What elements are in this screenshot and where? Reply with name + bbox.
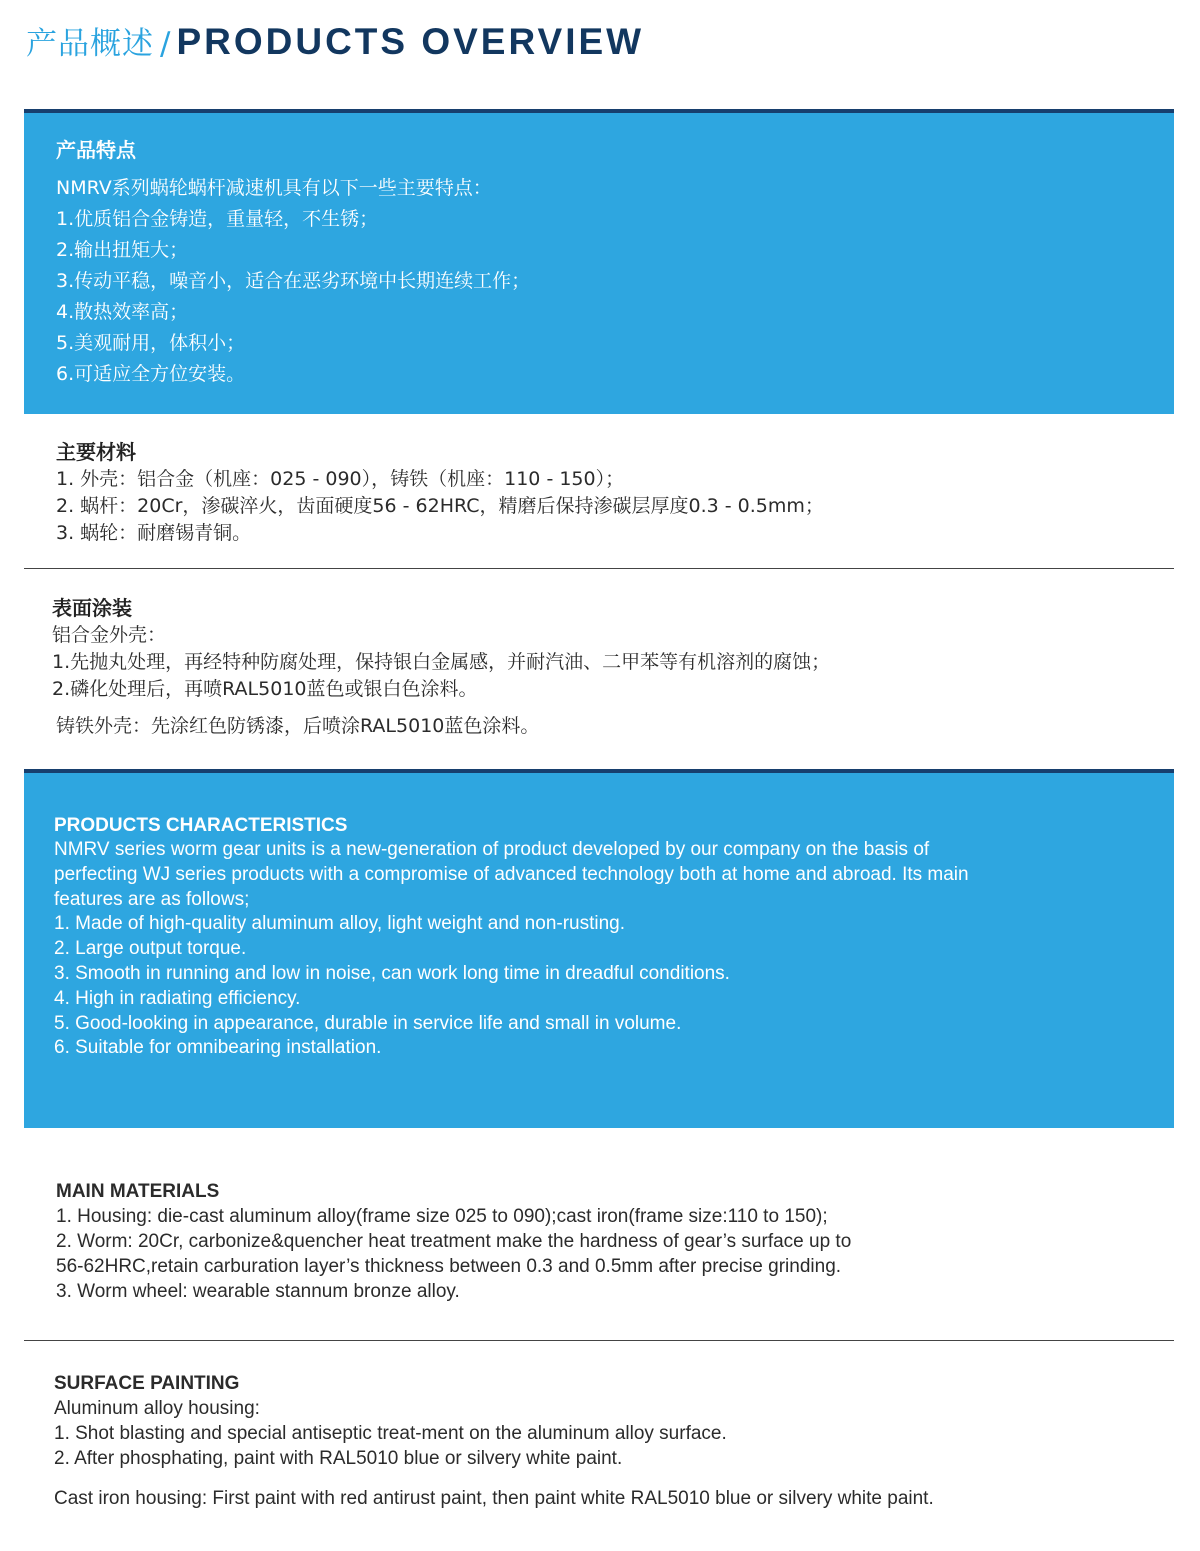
en-painting-line: 1. Shot blasting and special antiseptic treat-ment on the aluminum alloy surface. bbox=[54, 1423, 727, 1444]
cn-painting-heading: 表面涂装 bbox=[52, 596, 132, 620]
title-cn: 产品概述 bbox=[26, 26, 154, 62]
en-materials-section bbox=[56, 1180, 851, 1304]
en-painting-line: 2. After phosphating, paint with RAL5010 blue or silvery white paint. bbox=[54, 1448, 623, 1469]
divider bbox=[24, 568, 1174, 569]
en-characteristics-line: 1. Made of high-quality aluminum alloy, light weight and non-rusting. bbox=[54, 913, 626, 935]
cn-materials-line: 2. 蜗杆：20Cr，渗碳淬火，齿面硬度56 - 62HRC，精磨后保持渗碳层厚度0.3 - 0.5mm； bbox=[56, 495, 824, 517]
en-painting-section bbox=[54, 1372, 934, 1511]
en-materials-heading: MAIN MATERIALS bbox=[56, 1181, 220, 1202]
cn-features-line: 6.可适应全方位安装。 bbox=[56, 363, 246, 385]
cn-materials-line: 3. 蜗轮：耐磨锡青铜。 bbox=[56, 522, 252, 544]
en-materials-line: 56-62HRC,retain carburation layer’s thickness between 0.3 and 0.5mm after precise grinding. bbox=[56, 1256, 842, 1277]
en-characteristics-line: 5. Good-looking in appearance, durable in service life and small in volume. bbox=[54, 1012, 682, 1034]
cn-features-line: NMRV系列蜗轮蜗杆减速机具有以下一些主要特点： bbox=[56, 177, 492, 199]
cn-features-line: 3.传动平稳，噪音小，适合在恶劣环境中长期连续工作； bbox=[56, 270, 531, 292]
en-characteristics-line: 6. Suitable for omnibearing installation. bbox=[54, 1037, 382, 1059]
cn-materials-section bbox=[56, 438, 824, 547]
cn-painting-line: 1.先抛丸处理，再经特种防腐处理，保持银白金属感，并耐汽油、二甲苯等有机溶剂的腐蚀； bbox=[52, 651, 831, 673]
en-materials-line: 2. Worm: 20Cr, carbonize&quencher heat treatment make the hardness of gear’s surface up to bbox=[56, 1231, 852, 1252]
en-characteristics-line: features are as follows; bbox=[54, 888, 250, 910]
en-characteristics-line: 4. High in radiating efficiency. bbox=[54, 987, 301, 1009]
page-title bbox=[26, 18, 644, 64]
cn-painting-section bbox=[52, 594, 830, 740]
cn-features-heading: 产品特点 bbox=[56, 138, 136, 162]
title-slash: / bbox=[160, 26, 171, 62]
en-characteristics-line: perfecting WJ series products with a compromise of advanced technology both at home and abroad. Its main bbox=[54, 863, 969, 885]
cn-painting-line: 2.磷化处理后，再喷RAL5010蓝色或银白色涂料。 bbox=[52, 678, 478, 700]
en-painting-line: Aluminum alloy housing: bbox=[54, 1398, 260, 1419]
cn-painting-cast-iron: 铸铁外壳：先涂红色防锈漆，后喷涂RAL5010蓝色涂料。 bbox=[56, 715, 540, 737]
cn-painting-line: 铝合金外壳： bbox=[52, 624, 167, 646]
en-characteristics-heading: PRODUCTS CHARACTERISTICS bbox=[54, 815, 348, 836]
en-characteristics-line: NMRV series worm gear units is a new-generation of product developed by our company on the basis of bbox=[54, 839, 930, 860]
en-painting-heading: SURFACE PAINTING bbox=[54, 1373, 240, 1394]
title-en: PRODUCTS OVERVIEW bbox=[176, 21, 645, 62]
en-characteristics-section bbox=[54, 814, 969, 1061]
divider bbox=[24, 1340, 1174, 1341]
en-materials-line: 1. Housing: die-cast aluminum alloy(frame size 025 to 090);cast iron(frame size:110 to 150); bbox=[56, 1206, 828, 1227]
cn-materials-heading: 主要材料 bbox=[56, 440, 136, 464]
cn-features-section bbox=[56, 135, 530, 390]
cn-features-line: 5.美观耐用，体积小； bbox=[56, 332, 246, 354]
cn-materials-line: 1. 外壳：铝合金（机座：025 - 090），铸铁（机座：110 - 150）； bbox=[56, 468, 625, 490]
en-materials-line: 3. Worm wheel: wearable stannum bronze alloy. bbox=[56, 1281, 460, 1302]
cn-features-line: 2.输出扭矩大； bbox=[56, 239, 189, 261]
cn-features-line: 4.散热效率高； bbox=[56, 301, 189, 323]
en-characteristics-line: 3. Smooth in running and low in noise, can work long time in dreadful conditions. bbox=[54, 962, 730, 984]
en-characteristics-line: 2. Large output torque. bbox=[54, 938, 247, 960]
cn-features-line: 1.优质铝合金铸造，重量轻，不生锈； bbox=[56, 208, 379, 230]
en-painting-cast-iron: Cast iron housing: First paint with red antirust paint, then paint white RAL5010 blue or silvery white paint. bbox=[54, 1488, 934, 1509]
